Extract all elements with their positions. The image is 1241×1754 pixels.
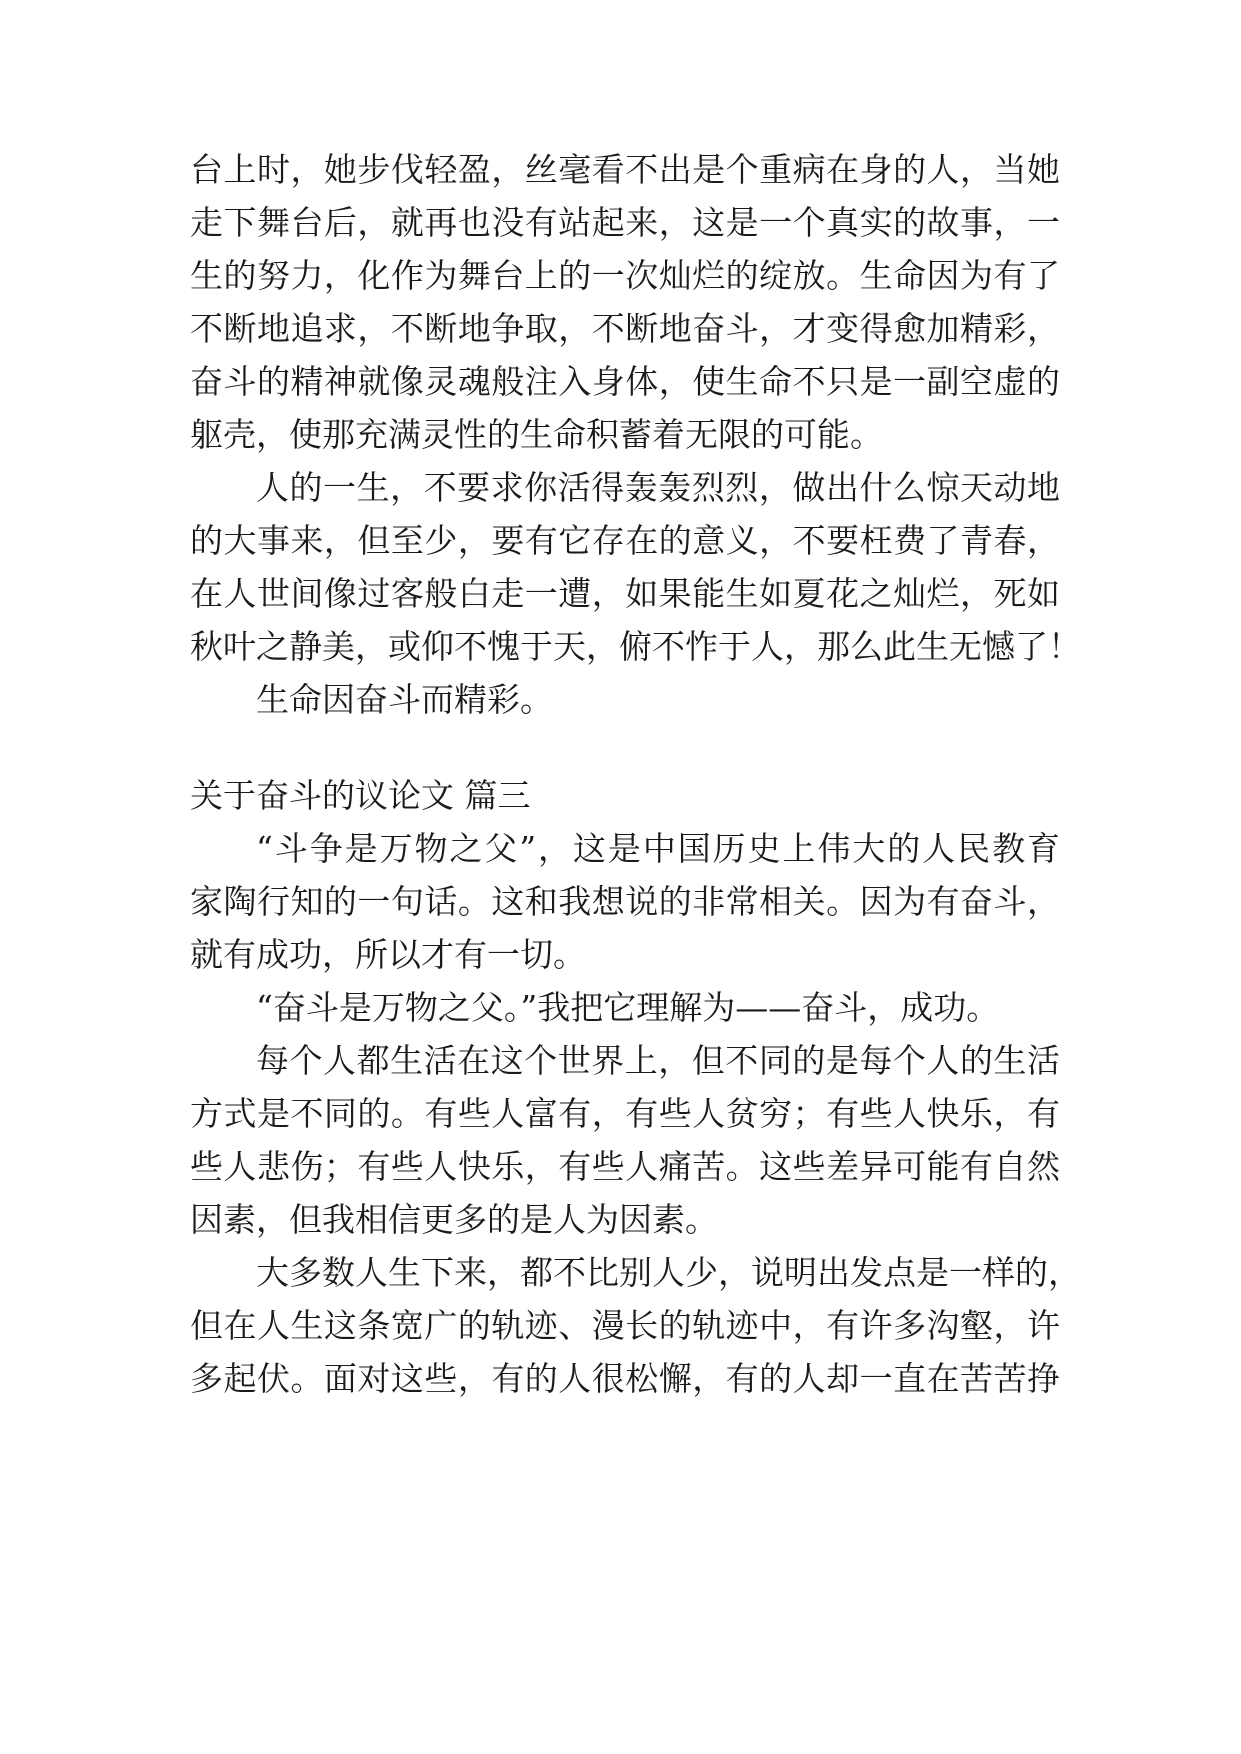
- paragraph-1-line-6: 躯壳，使那充满灵性的生命积蓄着无限的可能。: [190, 415, 883, 454]
- paragraph-2-line-1: 人的一生，不要求你活得轰轰烈烈，做出什么惊天动地: [256, 468, 1060, 507]
- paragraph-6-line-4: 因素，但我相信更多的是人为因素。: [190, 1200, 718, 1239]
- paragraph-2-line-2: 的大事来，但至少，要有它存在的意义，不要枉费了青春，: [190, 521, 1060, 560]
- paragraph-1-line-3: 生的努力，化作为舞台上的一次灿烂的绽放。生命因为有了: [190, 256, 1060, 295]
- paragraph-7-line-1: 大多数人生下来，都不比别人少，说明出发点是一样的，: [256, 1253, 1081, 1292]
- paragraph-7-line-2: 但在人生这条宽广的轨迹、漫长的轨迹中，有许多沟壑，许: [190, 1306, 1060, 1345]
- paragraph-4-line-3: 就有成功，所以才有一切。: [190, 935, 586, 974]
- paragraph-1-line-5: 奋斗的精神就像灵魂般注入身体，使生命不只是一副空虚的: [190, 362, 1060, 401]
- paragraph-7-line-3: 多起伏。面对这些，有的人很松懈，有的人却一直在苦苦挣: [190, 1359, 1060, 1398]
- paragraph-5-line-1: “奋斗是万物之父。”我把它理解为——奋斗，成功。: [256, 988, 1000, 1027]
- paragraph-6-line-2: 方式是不同的。有些人富有，有些人贫穷；有些人快乐，有: [190, 1094, 1060, 1133]
- paragraph-2-line-3: 在人世间像过客般白走一遭，如果能生如夏花之灿烂，死如: [190, 574, 1060, 613]
- paragraph-6-line-1: 每个人都生活在这个世界上，但不同的是每个人的生活: [256, 1041, 1060, 1080]
- paragraph-1-line-1: 台上时，她步伐轻盈，丝毫看不出是个重病在身的人，当她: [190, 150, 1060, 189]
- paragraph-1-line-2: 走下舞台后，就再也没有站起来，这是一个真实的故事，一: [190, 203, 1060, 242]
- paragraph-2-line-4: 秋叶之静美，或仰不愧于天，俯不怍于人，那么此生无憾了！: [190, 627, 1081, 666]
- paragraph-1-line-4: 不断地追求，不断地争取，不断地奋斗，才变得愈加精彩，: [190, 309, 1060, 348]
- paragraph-3-line-1: 生命因奋斗而精彩。: [256, 680, 553, 719]
- section-heading: 关于奋斗的议论文 篇三: [190, 776, 531, 815]
- paragraph-6-line-3: 些人悲伤；有些人快乐，有些人痛苦。这些差异可能有自然: [190, 1147, 1060, 1186]
- paragraph-4-line-1: “斗争是万物之父”，这是中国历史上伟大的人民教育: [256, 829, 1060, 868]
- paragraph-4-line-2: 家陶行知的一句话。这和我想说的非常相关。因为有奋斗，: [190, 882, 1060, 921]
